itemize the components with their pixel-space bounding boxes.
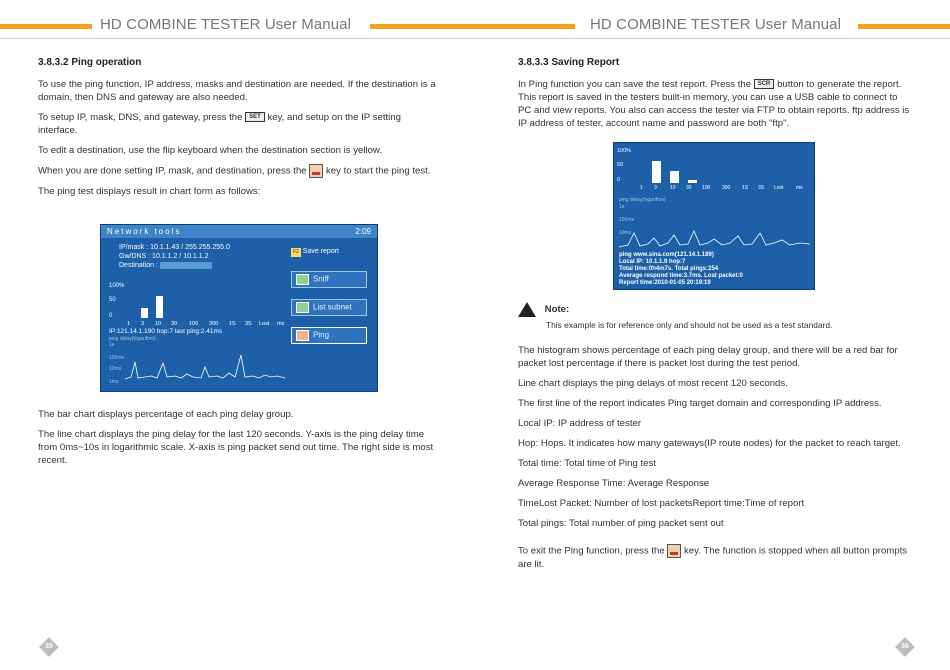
paragraph: To use the ping function, IP address, masks and destination are needed. If the destination is a domain, then DNS and gateway are also needed. (38, 79, 436, 103)
y-tick: 0 (617, 177, 621, 183)
exit-key-icon (667, 544, 681, 558)
paragraph: Average Response Time: Average Response (518, 478, 710, 489)
paragraph: To edit a destination, use the flip keyboard when the destination section is yellow. (38, 145, 382, 156)
x-tick: 1S (742, 185, 749, 191)
list-icon (296, 302, 309, 313)
paragraph: The line chart displays the ping delay for the last 120 seconds. Y-axis is the ping delay time from 0ms~10s in logarithmic scale. X-axis is ping packet send out time. The right side is most recent. (38, 429, 434, 466)
ping-icon (296, 330, 309, 341)
report-line: Total time:0h4m7s. Total pings:254 (619, 266, 719, 272)
ip-mask-line: IP/mask : 10.1.1.43 / 255.255.255.0 (119, 244, 230, 251)
save-key-icon: F2 (293, 249, 299, 255)
paragraph: TimeLost Packet: Number of lost packetsReport time:Time of report (518, 498, 805, 509)
x-tick: 10 (670, 185, 676, 191)
paragraph (518, 78, 912, 130)
x-tick: 10 (155, 321, 162, 327)
delay-tick: 10ms (619, 230, 632, 236)
gw-dns-line: Gw/DNS : 10.1.1.2 / 10.1.1.2 (119, 253, 209, 260)
delay-tick: 1s (109, 342, 115, 348)
left-page-lower (38, 408, 436, 474)
report-line: Average respond time:3.7ms. Lost packet:0 (619, 273, 743, 279)
scr-key-icon: SCR (754, 79, 775, 89)
left-page (38, 56, 436, 205)
screen-title: Network tools (107, 227, 182, 236)
header-title-left: HD COMBINE TESTER User Manual (100, 16, 352, 33)
note-text: This example is for reference only and should not be used as a test standard. (546, 320, 833, 330)
x-tick: 100 (189, 321, 199, 327)
header-title-right: HD COMBINE TESTER User Manual (590, 16, 842, 33)
text: To exit the Ping function, press the (518, 545, 665, 557)
paragraph: The bar chart displays percentage of each ping delay group. (38, 409, 294, 420)
text: In Ping function you can save the test report. Press the (518, 79, 752, 90)
histogram-bar (141, 308, 148, 318)
page-number-left: 35 (39, 637, 59, 657)
x-tick-labels (640, 185, 803, 191)
right-page-lower (518, 302, 912, 578)
histogram-bar (688, 180, 697, 183)
x-tick: 30 (686, 185, 692, 191)
y-tick: 50 (109, 297, 116, 303)
paragraph: Total time: Total time of Ping test (518, 458, 656, 469)
header-accent-bar-left (0, 24, 92, 29)
run-key-icon (309, 164, 323, 178)
x-tick: ms (277, 321, 285, 327)
destination-field (160, 262, 212, 269)
list-subnet-button (291, 299, 367, 316)
x-tick: 30 (171, 321, 178, 327)
destination-label: Destination : (119, 262, 158, 269)
report-histogram-and-trend (614, 143, 814, 289)
screen-title-bar (101, 225, 377, 238)
report-line: Report time:2010-01-05 20:19:19 (619, 280, 711, 286)
paragraph (38, 111, 436, 137)
delay-tick: 10ms (109, 366, 122, 372)
network-tools-screenshot (100, 224, 378, 392)
sniff-button (291, 271, 367, 288)
delay-axis-label: ping delay(logarithm) (619, 197, 666, 203)
x-tick: ms (796, 185, 803, 191)
x-tick: Lost (774, 185, 784, 191)
text: key to start the ping test. (325, 165, 431, 177)
x-tick: 300 (209, 321, 219, 327)
paragraph (518, 544, 912, 571)
paragraph: The ping test displays result in chart form as follows: (38, 186, 261, 197)
ping-label: Ping (313, 330, 330, 340)
paragraph: Hop: Hops. It indicates how many gateways(IP route nodes) for the packet to reach target. (518, 438, 901, 449)
header-accent-bar-mid (370, 24, 575, 29)
delay-tick: 100ms (619, 217, 635, 223)
header-accent-bar-right (858, 24, 950, 29)
delay-tick: 1s (619, 204, 625, 210)
ping-report-screenshot (613, 142, 815, 290)
note-line (518, 302, 912, 317)
report-line: ping www.sina.com(121.14.1.189) (619, 252, 714, 258)
x-tick: 3 (654, 185, 657, 191)
x-tick-labels (127, 321, 285, 327)
page-number-right: 36 (895, 637, 915, 657)
section-heading-saving-report: 3.8.3.3 Saving Report (518, 57, 620, 68)
paragraph: The first line of the report indicates Ping target domain and corresponding IP address. (518, 398, 882, 409)
y-tick: 50 (617, 162, 624, 168)
x-tick: 1 (640, 185, 643, 191)
histogram-bar (652, 161, 661, 183)
x-tick: 100 (702, 185, 711, 191)
header-divider (0, 38, 950, 39)
delay-tick: 1ms (109, 379, 119, 385)
paragraph (38, 164, 436, 178)
y-tick: 100% (617, 148, 632, 154)
report-line: Local IP: 10.1.1.9 hop:7 (619, 259, 686, 265)
clock: 2:09 (355, 227, 371, 236)
histogram-bar (670, 171, 679, 183)
paragraph: Line chart displays the ping delays of most recent 120 seconds. (518, 378, 788, 389)
x-tick: Lost (259, 321, 270, 327)
text: To setup IP, mask, DNS, and gateway, press the (38, 112, 243, 123)
status-line: IP:121.14.1.190 hop:7 last ping:2.41ms (109, 328, 223, 335)
delay-axis-label: ping delay(logarithm) (109, 336, 156, 342)
paragraph: Local IP: IP address of tester (518, 418, 642, 429)
y-tick: 100% (109, 283, 125, 289)
x-tick: 1 (127, 321, 131, 327)
set-key-icon: SET (245, 112, 265, 122)
x-tick: 3S (758, 185, 765, 191)
x-tick: 1S (229, 321, 236, 327)
section-heading-ping: 3.8.3.2 Ping operation (38, 57, 142, 68)
delay-trend-line (125, 355, 285, 379)
delay-trend-line (619, 231, 810, 247)
text: When you are done setting IP, mask, and destination, press the (38, 165, 307, 177)
x-tick: 300 (722, 185, 731, 191)
ping-button (291, 327, 367, 344)
text: key, and setup on the IP setting interface. (38, 112, 401, 136)
delay-histogram-and-trend (105, 277, 293, 387)
warning-icon (518, 302, 536, 317)
sniff-label: Sniff (313, 274, 329, 284)
list-subnet-label: List subnet (313, 302, 352, 312)
y-tick: 0 (109, 313, 113, 319)
x-tick: 3S (245, 321, 252, 327)
right-page (518, 56, 912, 137)
x-tick: 3 (141, 321, 145, 327)
paragraph: The histogram shows percentage of each ping delay group, and there will be a red bar for packet lost percentage if there is packet lost during the test period. (518, 345, 898, 369)
delay-tick: 100ms (109, 355, 125, 361)
note-label: Note: (544, 304, 570, 316)
text: button to generate the report. This report is saved in the testers built-in memory, you can use a USB cable to connect to PC and view reports. You also can access the tester via FTP to obtain reports. ftp address is IP address of tester, account name and password are both "ftp". (518, 79, 910, 129)
report-text (619, 252, 743, 286)
paragraph: Total pings: Total number of ping packet sent out (518, 518, 724, 529)
save-report-label: Save report (302, 248, 339, 255)
histogram-bar (156, 296, 163, 318)
text: key. The function is stopped when all button prompts are lit. (518, 545, 908, 570)
sniff-icon (296, 274, 309, 285)
destination-line (119, 261, 230, 270)
